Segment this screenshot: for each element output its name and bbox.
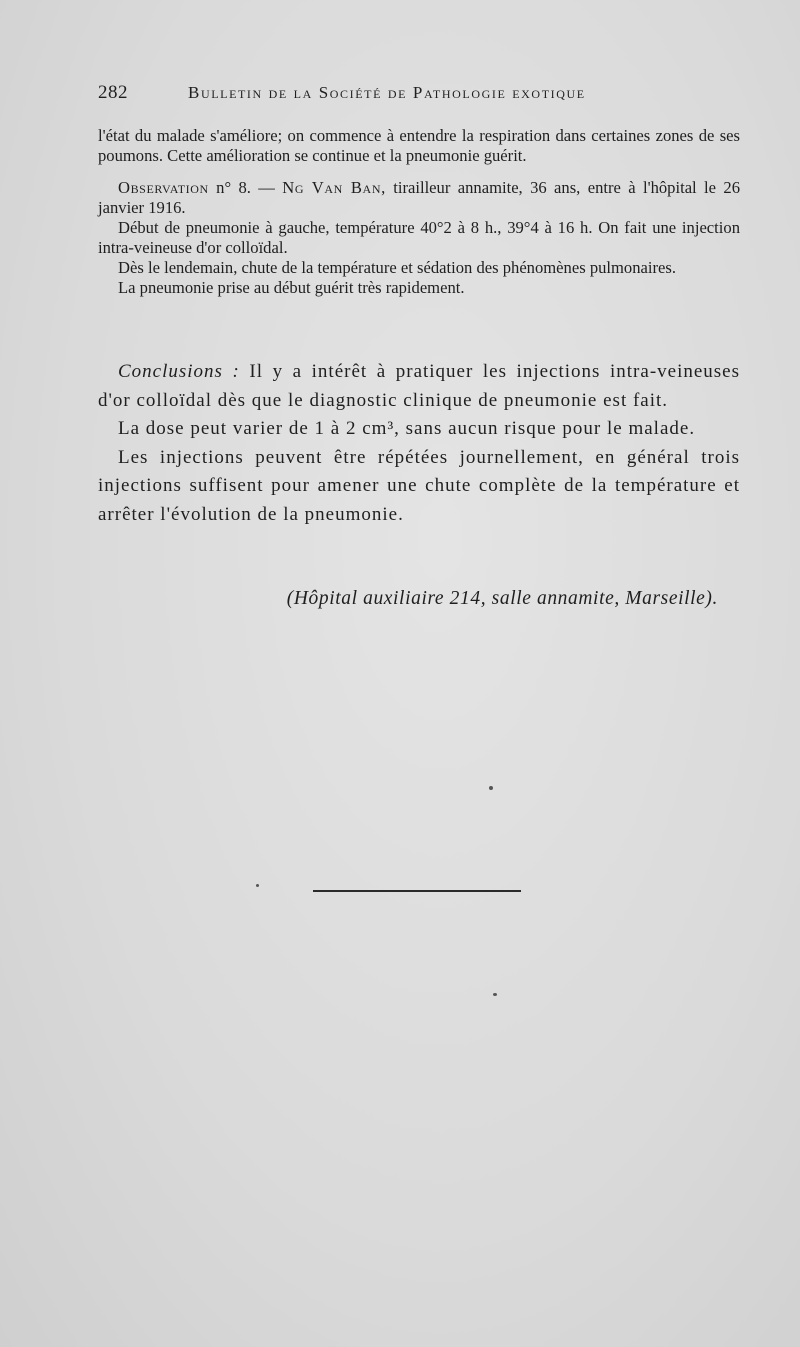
observation-heading-paragraph bbox=[98, 178, 740, 218]
dose-paragraph: La dose peut varier de 1 à 2 cm³, sans aucun risque pour le malade. bbox=[118, 418, 696, 439]
paper-speck bbox=[493, 993, 497, 996]
observation-paragraph: La pneumonie prise au début guérit très rapidement. bbox=[118, 278, 465, 297]
patient-name: Ng Van Ban, bbox=[282, 178, 386, 197]
conclusions-block bbox=[98, 358, 740, 529]
observation-paragraph: Dès le lendemain, chute de la température et sédation des phénomènes pulmonaires. bbox=[118, 258, 676, 277]
case-text-block bbox=[98, 126, 740, 298]
injections-paragraph: Les injections peuvent être répétées journellement, en général trois injections suffisent pour amener une chute complète de la température et arrêter l'évolution de la pneumonie. bbox=[98, 446, 740, 525]
end-rule bbox=[313, 890, 521, 892]
running-head: Bulletin de la Société de Pathologie exotique bbox=[188, 83, 586, 102]
paragraph-case-continuation: l'état du malade s'améliore; on commence à entendre la respiration dans certaines zones de ses poumons. Cette amélioration se continue et la pneumonie guérit. bbox=[98, 126, 740, 165]
observation-intro: tirailleur annamite, 36 ans, entre à l'hôpital le 26 janvier 1916. bbox=[98, 178, 740, 217]
page-number: 282 bbox=[98, 82, 128, 103]
observation-paragraph: Début de pneumonie à gauche, température 40°2 à 8 h., 39°4 à 16 h. On fait une injection intra-veineuse d'or colloïdal. bbox=[98, 218, 740, 257]
hospital-signoff: (Hôpital auxiliaire 214, salle annamite, Marseille). bbox=[286, 588, 718, 609]
conclusions-label: Conclusions : bbox=[118, 361, 240, 382]
paper-speck bbox=[256, 884, 259, 887]
page-header bbox=[98, 82, 658, 110]
paper-speck bbox=[489, 786, 493, 790]
observation-label: Observation bbox=[118, 178, 209, 197]
observation-number: n° 8. — bbox=[216, 178, 275, 197]
conclusions-text: Il y a intérêt à pratiquer les injections intra-veineuses d'or colloïdal dès que le diagnostic clinique de pneumonie est fait. bbox=[98, 361, 741, 411]
conclusions-paragraph bbox=[98, 358, 740, 415]
